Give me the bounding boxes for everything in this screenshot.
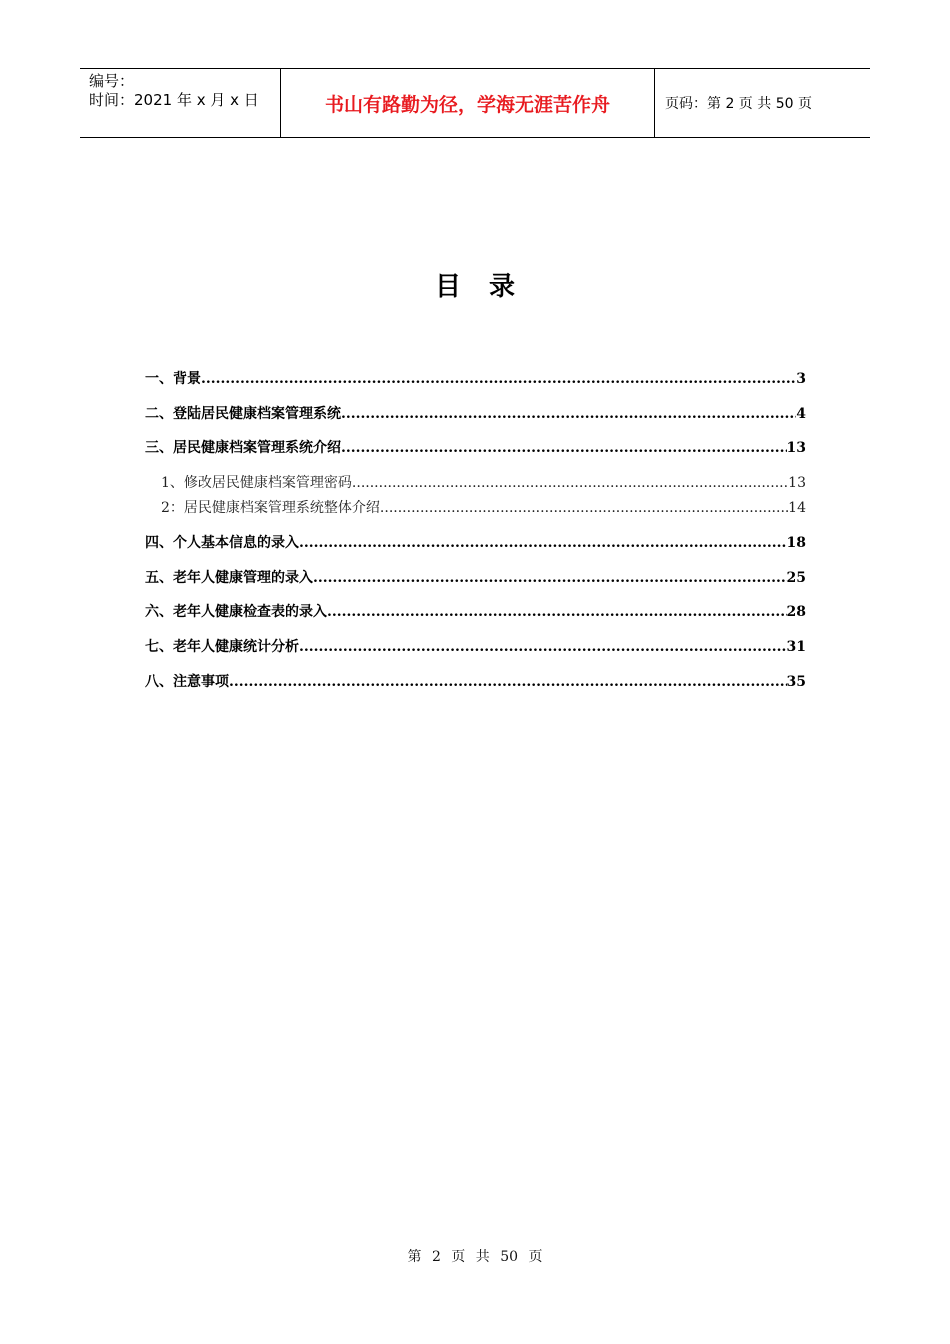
toc-subentry[interactable] xyxy=(161,497,806,517)
toc-entry-label: 2：居民健康档案管理系统整体介绍 xyxy=(161,500,380,516)
toc-entry-page: 3 xyxy=(796,371,806,387)
toc-entry-label: 二、登陆居民健康档案管理系统 xyxy=(145,406,341,422)
toc-entry-label: 七、老年人健康统计分析 xyxy=(145,639,299,655)
toc-entry-page: 28 xyxy=(786,604,806,620)
header-number-label: 编号： xyxy=(89,72,135,90)
toc-entry[interactable] xyxy=(145,437,806,457)
toc-dot-leader xyxy=(327,604,787,620)
toc-entry-label: 四、个人基本信息的录入 xyxy=(145,535,299,551)
toc-entry[interactable] xyxy=(145,671,806,691)
toc-entry[interactable] xyxy=(145,368,806,388)
toc-dot-leader xyxy=(299,639,787,655)
toc-dot-leader xyxy=(299,535,787,551)
page-footer: 第 2 页 共 50 页 xyxy=(407,1249,543,1265)
toc-dot-leader xyxy=(229,674,787,690)
toc-entry-page: 13 xyxy=(788,475,806,491)
toc-dot-leader xyxy=(341,440,787,456)
header-time-label: 时间：2021 年 x 月 x 日 xyxy=(89,91,259,109)
toc-entry[interactable] xyxy=(145,532,806,552)
header-meta xyxy=(80,69,281,137)
toc-entry-page: 13 xyxy=(786,440,806,456)
header-motto: 书山有路勤为径，学海无涯苦作舟 xyxy=(281,69,655,137)
toc-entry[interactable] xyxy=(145,403,806,423)
toc-entry-label: 八、注意事项 xyxy=(145,674,229,690)
toc-entry-page: 25 xyxy=(786,570,806,586)
toc-entry-page: 14 xyxy=(788,500,806,516)
toc-title: 目录 xyxy=(434,272,543,302)
toc-entry-label: 一、背景 xyxy=(145,371,201,387)
toc-entry-label: 1、修改居民健康档案管理密码 xyxy=(161,475,352,491)
toc-dot-leader xyxy=(352,475,788,491)
toc-entry-page: 35 xyxy=(786,674,806,690)
toc-dot-leader xyxy=(201,371,796,387)
toc-entry-page: 18 xyxy=(786,535,806,551)
toc-entry-page: 4 xyxy=(796,406,806,422)
toc-entry-label: 五、老年人健康管理的录入 xyxy=(145,570,313,586)
toc-entry[interactable] xyxy=(145,567,806,587)
toc-subentry[interactable] xyxy=(161,472,806,492)
toc-dot-leader xyxy=(313,570,787,586)
toc-dot-leader xyxy=(341,406,796,422)
toc-entry-label: 六、老年人健康检查表的录入 xyxy=(145,604,327,620)
header-page-label: 页码：第 2 页 共 50 页 xyxy=(665,96,812,112)
toc-entry-label: 三、居民健康档案管理系统介绍 xyxy=(145,440,341,456)
toc-entry-page: 31 xyxy=(786,639,806,655)
toc-entry[interactable] xyxy=(145,601,806,621)
page-header xyxy=(80,68,870,138)
toc-entry[interactable] xyxy=(145,636,806,656)
toc-dot-leader xyxy=(380,500,788,516)
